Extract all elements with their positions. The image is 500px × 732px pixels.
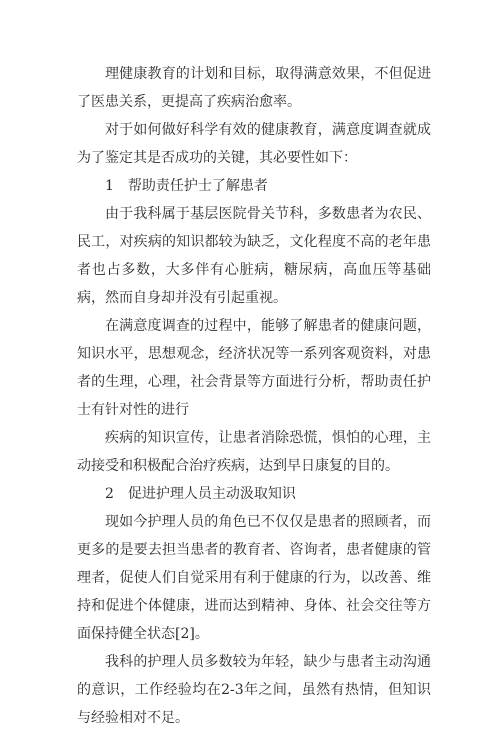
section-heading-2: 2 促进护理人员主动汲取知识 [105,486,296,502]
paragraph-satisfaction-survey-intro: 对于如何做好科学有效的健康教育，满意度调查就成为了鉴定其是否成功的关键，其必要性如下： [77,122,431,166]
paragraph-knowledge-promotion: 疾病的知识宣传，让患者消除恐慌，惧怕的心理，主动接受和积极配合治疗疾病，达到早日康复的目的。 [77,430,431,474]
section-heading-1: 1 帮助责任护士了解患者 [105,178,268,194]
paragraph-nurse-experience: 我科的护理人员多数较为年轻，缺少与患者主动沟通的意识，工作经验均在2-3年之间，虽然有热情，但知识与经验相对不足。 [77,654,431,726]
paragraph-nurse-role: 现如今护理人员的角色已不仅仅是患者的照顾者，而更多的是要去担当患者的教育者、咨询者，患者健康的管理者，促使人们自觉采用有利于健康的行为，以改善、维持和促进个体健康，进而达到精神、身体、社会交往等方面保持健全状态[2]。 [77,514,431,642]
paragraph-health-education-goals: 理健康教育的计划和目标，取得满意效果，不但促进了医患关系，更提高了疾病治愈率。 [77,66,431,110]
document-body [77,60,431,732]
paragraph-survey-process: 在满意度调查的过程中，能够了解患者的健康问题，知识水平，思想观念，经济状况等一系列客观资料，对患者的生理，心理，社会背景等方面进行分析，帮助责任护士有针对性的进行 [77,318,431,418]
paragraph-patient-background: 由于我科属于基层医院骨关节科，多数患者为农民、民工，对疾病的知识都较为缺乏，文化程度不高的老年患者也占多数，大多伴有心脏病，糖尿病，高血压等基础病，然而自身却并没有引起重视。 [77,206,431,306]
